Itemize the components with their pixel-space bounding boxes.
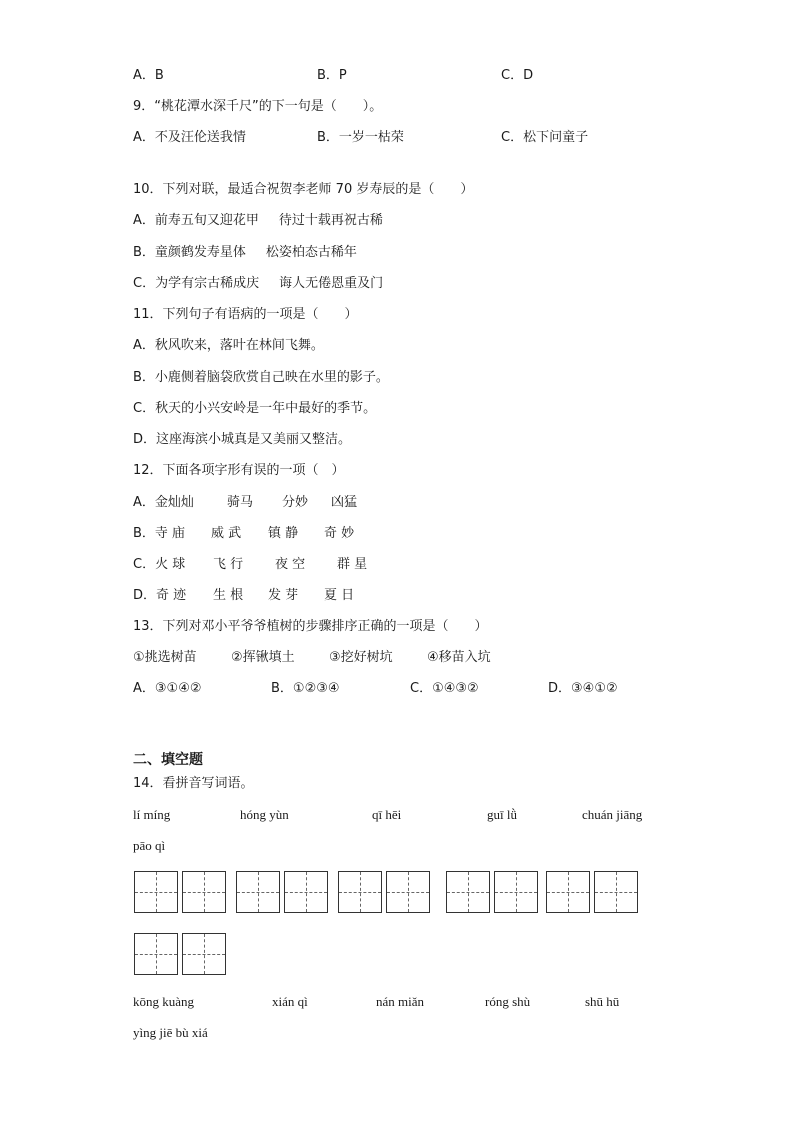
pinyin-6: pāo qì (133, 838, 166, 853)
q10-b-part1: B．童颜鹤发寿星体 (133, 245, 246, 260)
q9-stem: 9．“桃花潭水深千尺”的下一句是（ ）。 (133, 99, 383, 114)
q13-option-a: A．③①④② (133, 681, 202, 696)
q12-c-word3: 夜 空 (275, 557, 306, 572)
q12-b-word2: 威 武 (211, 526, 242, 541)
q12-stem: 12．下面各项字形有误的一项（ ） (133, 463, 345, 478)
q11-option-b: B．小鹿侧着脑袋欣赏自己映在水里的影子。 (133, 370, 389, 385)
q14-stem: 14．看拼音写词语。 (133, 776, 254, 791)
q11-option-c: C．秋天的小兴安岭是一年中最好的季节。 (133, 401, 377, 416)
writing-cell[interactable] (236, 871, 280, 913)
q10-c-part1: C．为学有宗古稀成庆 (133, 276, 260, 291)
writing-cell[interactable] (284, 871, 328, 913)
q13-stem: 13．下列对邓小平爷爷植树的步骤排序正确的一项是（ ） (133, 619, 488, 634)
pinyin-8: xián qì (272, 994, 308, 1009)
pinyin-12: yìng jiē bù xiá (133, 1025, 208, 1040)
pinyin-2: hóng yùn (240, 807, 289, 822)
q12-d-word2: 生 根 (213, 588, 244, 603)
q12-d-word3: 发 芽 (268, 588, 299, 603)
pinyin-7: kōng kuàng (133, 994, 195, 1009)
q10-c-part2: 诲人无倦恩重及门 (279, 276, 384, 291)
pinyin-11: shū hū (585, 994, 620, 1009)
q12-b-word4: 奇 妙 (324, 526, 355, 541)
q13-option-d: D．③④①② (548, 681, 618, 696)
q10-option-c (133, 276, 383, 292)
writing-cell[interactable] (546, 871, 590, 913)
q11-option-a: A．秋风吹来，落叶在林间飞舞。 (133, 338, 324, 353)
q10-b-part2: 松姿柏态古稀年 (265, 245, 357, 260)
writing-cell[interactable] (134, 933, 178, 975)
writing-cell[interactable] (134, 871, 178, 913)
q10-stem: 10．下列对联，最适合祝贺李老师 70 岁寿辰的是（ ） (133, 182, 474, 197)
writing-cell[interactable] (594, 871, 638, 913)
q12-c-word2: 飞 行 (213, 557, 244, 572)
q9-option-a: A．不及汪伦送我情 (133, 130, 246, 145)
q8-option-c: C．D (501, 68, 534, 83)
pinyin-9: nán miǎn (376, 994, 425, 1009)
q12-d-word4: 夏 日 (324, 588, 355, 603)
q13-step-4: ④移苗入坑 (427, 650, 491, 665)
q10-option-b (133, 245, 357, 261)
q13-option-c: C．①④③② (410, 681, 479, 696)
pinyin-4: guī lǜ (487, 807, 517, 822)
q12-b-label: B．寺 庙 (133, 526, 186, 541)
q11-stem: 11．下列句子有语病的一项是（ ） (133, 307, 358, 322)
pinyin-5: chuán jiāng (582, 807, 643, 822)
q10-option-a (133, 213, 383, 229)
q9-option-c: C．松下问童子 (501, 130, 589, 145)
q13-option-b: B．①②③④ (271, 681, 340, 696)
q10-a-part1: A．前寿五旬又迎花甲 (133, 213, 259, 228)
q12-d-label: D．奇 迹 (133, 588, 187, 603)
pinyin-10: róng shù (485, 994, 531, 1009)
writing-cell[interactable] (182, 871, 226, 913)
q12-c-label: C．火 球 (133, 557, 186, 572)
writing-cell[interactable] (446, 871, 490, 913)
q12-a-word3: 分妙 (282, 495, 309, 510)
q10-a-part2: 待过十载再祝古稀 (278, 213, 383, 228)
q8-option-a: A．B (133, 68, 164, 83)
q11-option-d: D．这座海滨小城真是又美丽又整洁。 (133, 432, 352, 447)
writing-cell[interactable] (338, 871, 382, 913)
writing-cell[interactable] (386, 871, 430, 913)
q12-c-word4: 群 星 (337, 557, 368, 572)
pinyin-3: qī hēi (372, 807, 402, 822)
q13-step-1: ①挑选树苗 (133, 650, 197, 665)
writing-cell[interactable] (494, 871, 538, 913)
q9-option-b: B．一岁一枯荣 (317, 130, 404, 145)
q12-a-word4: 凶猛 (331, 495, 358, 510)
q12-a-word2: 骑马 (227, 495, 254, 510)
pinyin-1: lí míng (133, 807, 171, 822)
q12-b-word3: 镇 静 (268, 526, 299, 541)
q12-a-label: A．金灿灿 (133, 495, 194, 510)
q8-option-b: B．P (317, 68, 347, 83)
q13-step-2: ②挥锹填土 (231, 650, 295, 665)
writing-cell[interactable] (182, 933, 226, 975)
section-title: 二、填空题 (133, 752, 203, 768)
q13-step-3: ③挖好树坑 (329, 650, 393, 665)
